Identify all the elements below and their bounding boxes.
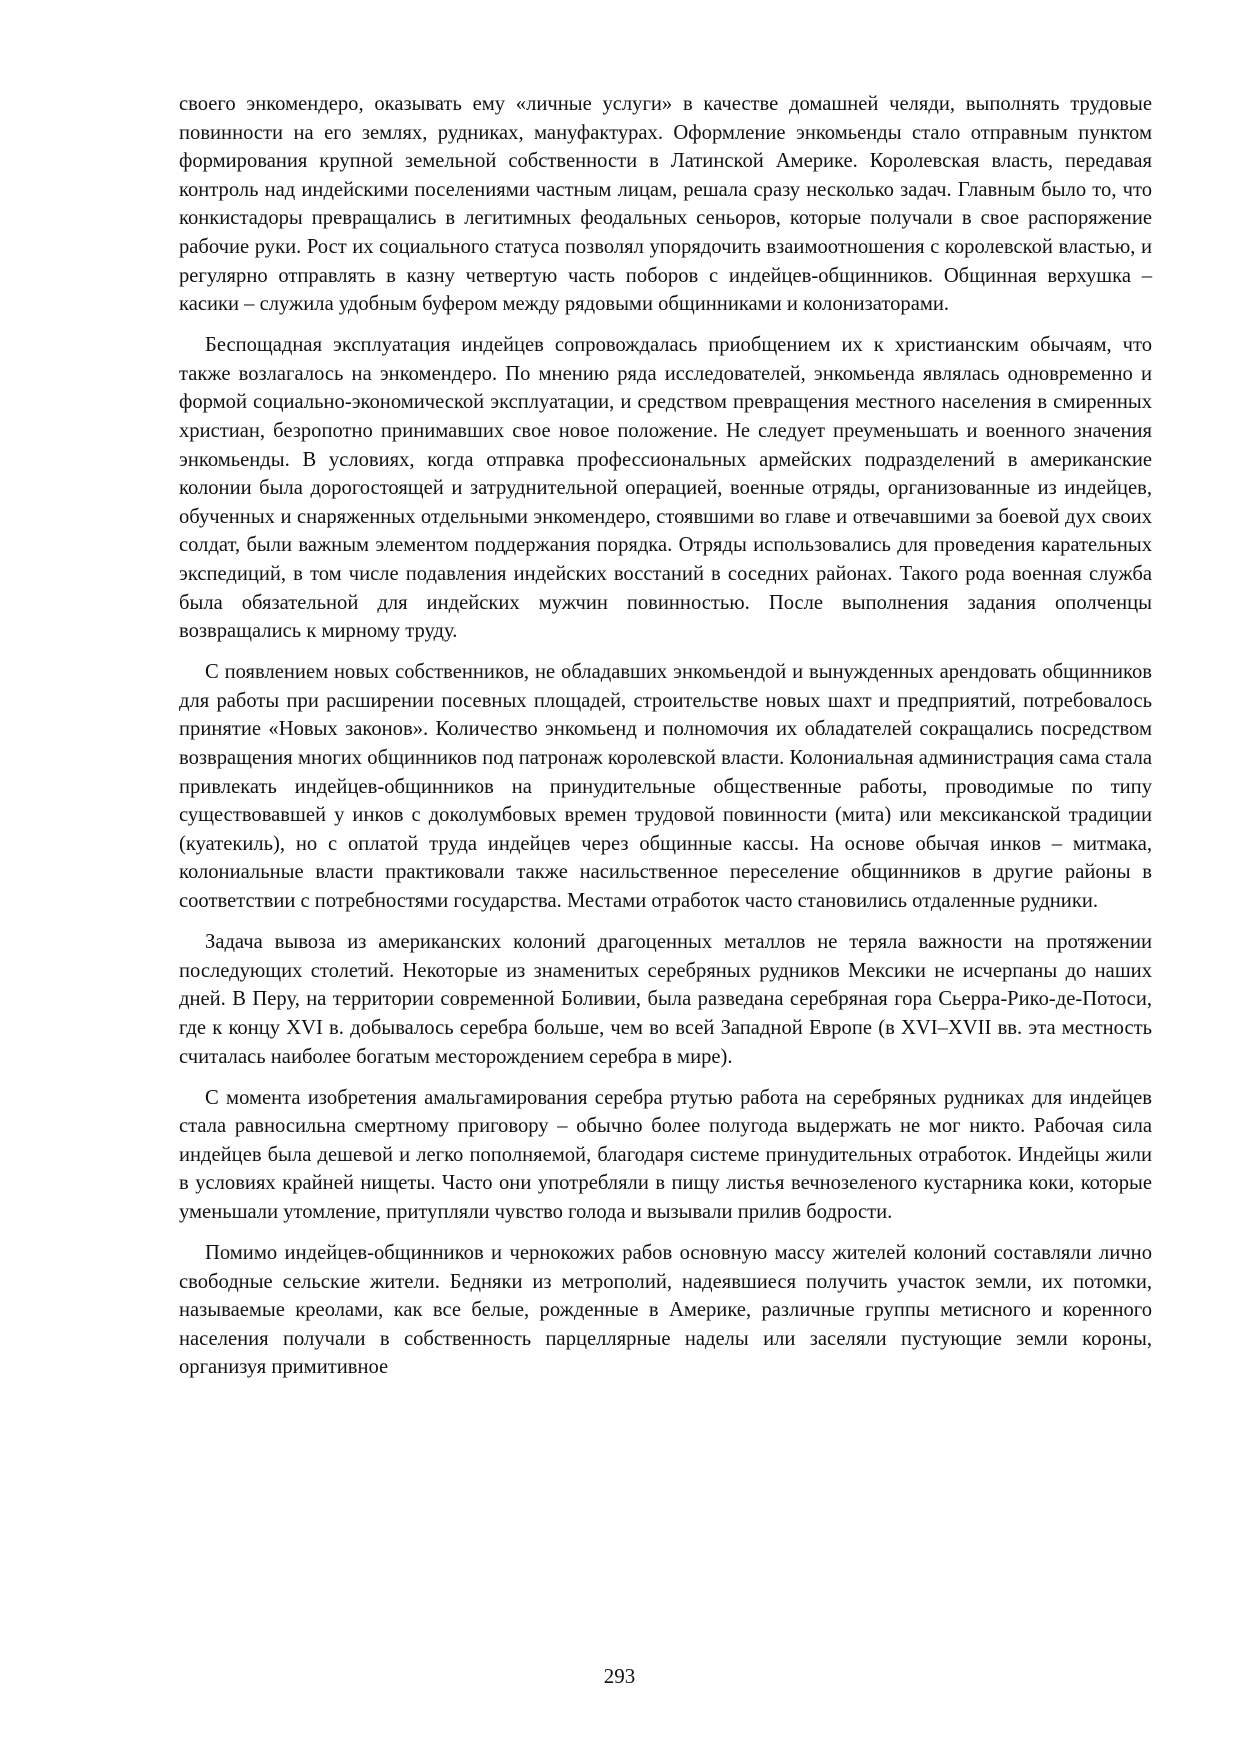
page-number: 293 <box>603 1664 636 1688</box>
paragraph-3: С появлением новых собственников, не обладавших энкомьендой и вынужденных арендовать общинников для работы при расширении посевных площадей, строительстве новых шахт и предприятий, потребовалось принятие «Новых законов». Количество энкомьенд и полномочия их обладателей сокращались посредством возвращения многих общинников под патронаж королевской власти. Колониальная администрация сама стала привлекать индейцев-общинников на принудительные общественные работы, проводимые по типу существовавшей у инков с доколумбовых времен трудовой повинности (мита) или мексиканской традиции (куатекиль), но с оплатой труда индейцев через общинные кассы. На основе обычая инков – митмака, колониальные власти практиковали также насильственное переселение общинников в другие районы в соответствии с потребностями государства. Местами отработок часто становились отдаленные рудники. <box>179 661 1152 913</box>
paragraph-2: Беспощадная эксплуатация индейцев сопровождалась приобщением их к христианским обычаям, что также возлагалось на энкомендеро. По мнению ряда исследователей, энкомьенда являлась одновременно и формой социально-экономической эксплуатации, и средством превращения местного населения в смиренных христиан, безропотно принимавших свое новое положение. Не следует преуменьшать и военного значения энкомьенды. В условиях, когда отправка профессиональных армейских подразделений в американские колонии была дорогостоящей и затруднительной операцией, военные отряды, организованные из индейцев, обученных и снаряженных отдельными энкомендеро, стоявшими во главе и отвечавшими за боевой дух своих солдат, были важным элементом поддержания порядка. Отряды использовались для проведения карательных экспедиций, в том числе подавления индейских восстаний в соседних районах. Такого рода военная служба была обязательной для индейских мужчин повинностью. После выполнения задания ополченцы возвращались к мирному труду. <box>179 334 1152 643</box>
paragraph-6: Помимо индейцев-общинников и чернокожих рабов основную массу жителей колоний составляли лично свободные сельские жители. Бедняки из метрополий, надеявшиеся получить участок земли, их потомки, называемые креолами, как все белые, рожденные в Америке, различные группы метисного и коренного населения получали в собственность парцеллярные наделы или заселяли пустующие земли короны, организуя примитивное <box>179 1242 1152 1379</box>
paragraph-4: Задача вывоза из американских колоний драгоценных металлов не теряла важности на протяжении последующих столетий. Некоторые из знаменитых серебряных рудников Мексики не исчерпаны до наших дней. В Перу, на территории современной Боливии, была разведана серебряная гора Сьерра-Рико-де-Потоси, где к концу XVI в. добывалось серебра больше, чем во всей Западной Европе (в XVI–XVII вв. эта местность считалась наиболее богатым месторождением серебра в мире). <box>179 931 1152 1068</box>
page-body <box>179 90 1152 1395</box>
paragraph-1: своего энкомендеро, оказывать ему «личные услуги» в качестве домашней челяди, выполнять трудовые повинности на его землях, рудниках, мануфактурах. Оформление энкомьенды стало отправным пунктом формирования крупной земельной собственности в Латинской Америке. Королевская власть, передавая контроль над индейскими поселениями частным лицам, решала сразу несколько задач. Главным было то, что конкистадоры превращались в легитимных феодальных сеньоров, которые получали в свое распоряжение рабочие руки. Рост их социального статуса позволял упорядочить взаимоотношения с королевской властью, и регулярно отправлять в казну четвертую часть поборов с индейцев-общинников. Общинная верхушка – касики – служила удобным буфером между рядовыми общинниками и колонизаторами. <box>179 93 1152 316</box>
paragraph-5: С момента изобретения амальгамирования серебра ртутью работа на серебряных рудниках для индейцев стала равносильна смертному приговору – обычно более полугода выдержать не мог никто. Рабочая сила индейцев была дешевой и легко пополняемой, благодаря системе принудительных отработок. Индейцы жили в условиях крайней нищеты. Часто они употребляли в пищу листья вечнозеленого кустарника коки, которые уменьшали утомление, притупляли чувство голода и вызывали прилив бодрости. <box>179 1086 1152 1223</box>
